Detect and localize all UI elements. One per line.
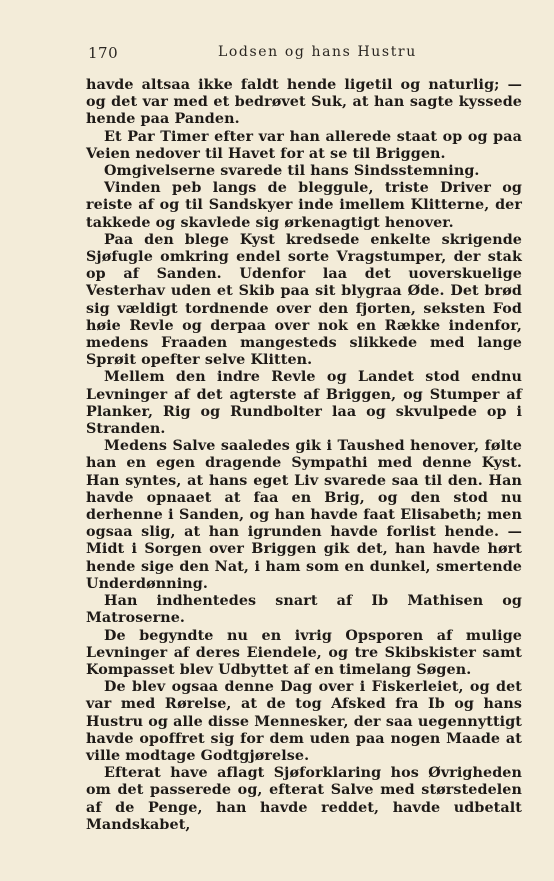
page-number: 170: [88, 44, 119, 62]
paragraph: Paa den blege Kyst kredsede enkelte skrigende Sjøfugle omkring endel sorte Vragstumper, der stak op af Sanden. Udenfor laa det uoverskuelige Vesterhav uden et Skib paa sit blygraa Øde. Det brød sig vældigt tordnende over den fjorten, seksten Fod høie Revle og derpaa over nok en Række indenfor, medens Fraaden mangesteds slikkede med lange Sprøit opefter selve Klitten.: [86, 231, 522, 369]
running-title: Lodsen og hans Hustru: [218, 44, 417, 60]
paragraph: De blev ogsaa denne Dag over i Fiskerleiet, og det var med Rørelse, at de tog Afsked fra Ib og hans Hustru og alle disse Mennesker, der saa uegennyttigt havde opoffret sig for dem uden paa nogen Maade at ville modtage Godtgjørelse.: [86, 679, 522, 764]
page-header: [86, 44, 526, 64]
paragraph: Efterat have aflagt Sjøforklaring hos Øvrigheden om det passerede og, efterat Salve med størstedelen af de Penge, han havde reddet, havde udbetalt Mandskabet,: [86, 765, 522, 833]
paragraph: Vinden peb langs de bleggule, triste Driver og reiste af og til Sandskyer inde imellem Klitterne, der takkede og skavlede sig ørkenagtigt henover.: [86, 180, 522, 231]
paragraph: Medens Salve saaledes gik i Taushed henover, følte han en egen dragende Sympathi med denne Kyst. Han syntes, at hans eget Liv svarede saa til den. Han havde opnaaet at faa en Brig, og den stod nu derhenne i Sanden, og han havde faat Elisabeth; men ogsaa slig, at han igrunden havde forlist hende. — Midt i Sorgen over Briggen gik det, han havde hørt hende sige den Nat, i ham som en dunkel, smertende Underdønning.: [86, 438, 522, 592]
paragraph: Han indhentedes snart af Ib Mathisen og Matroserne.: [86, 593, 522, 627]
paragraph: Mellem den indre Revle og Landet stod endnu Levninger af det agterste af Briggen, og Stumper af Planker, Rig og Rundbolter laa og skvulpede op i Stranden.: [86, 369, 522, 438]
paragraph: De begyndte nu en ivrig Opsporen af mulige Levninger af deres Eiendele, og tre Skibskister samt Kompasset blev Udbyttet af en timelang Søgen.: [86, 627, 522, 678]
body-text: [86, 77, 522, 834]
paragraph: Omgivelserne svarede til hans Sindsstemning.: [104, 163, 480, 180]
paragraph: havde altsaa ikke faldt hende ligetil og naturlig; — og det var med et bedrøvet Suk, at han sagte kyssede hende paa Panden.: [86, 77, 522, 128]
paragraph: Et Par Timer efter var han allerede staat op og paa Veien nedover til Havet for at se til Briggen.: [86, 128, 522, 162]
